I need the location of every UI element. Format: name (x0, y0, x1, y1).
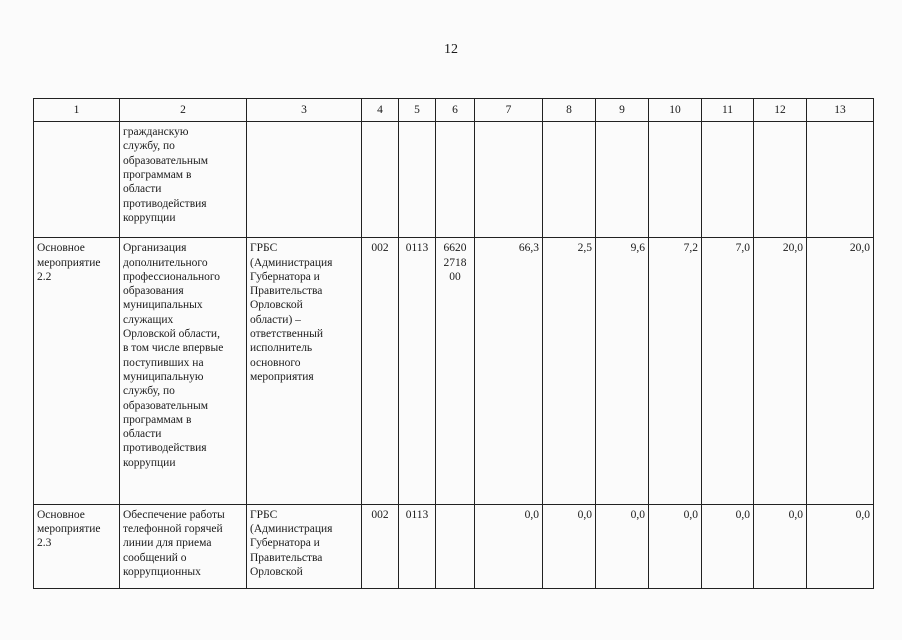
cell-text: Основное мероприятие 2.2 (37, 242, 101, 283)
cell-text: 66,3 (518, 242, 539, 255)
grbs-code-cell (362, 504, 399, 588)
value-cell (596, 504, 649, 588)
cell-text: Организация дополнительного профессионального образования муниципальных служащих Орловской области, в том числе впервые поступивших на муниципальную службу, по образовательным программам в области противодействия коррупции (123, 242, 224, 469)
target-code-cell (436, 504, 475, 588)
description-cell (120, 504, 247, 588)
grbs-code-cell (362, 238, 399, 505)
cell-text: Обеспечение работы телефонной горячей линии для приема сообщений о коррупционных (123, 508, 225, 578)
value-cell (543, 238, 596, 505)
header-cell: 7 (475, 99, 543, 122)
value-cell (475, 238, 543, 505)
header-cell: 2 (120, 99, 247, 122)
cell-text: 6620 2718 00 (443, 242, 467, 283)
cell-text: Основное мероприятие 2.3 (37, 508, 101, 550)
table-row (34, 122, 874, 238)
value-cell (754, 504, 807, 588)
value-cell (649, 238, 702, 505)
header-cell: 9 (596, 99, 649, 122)
header-cell: 10 (649, 99, 702, 122)
value-cell (596, 238, 649, 505)
section-code-cell (399, 122, 436, 238)
cell-text: 2,5 (577, 242, 592, 255)
cell-text: ГРБС (Администрация Губернатора и Правительства Орловской области) – ответственный исполнитель основного мероприятия (250, 242, 333, 383)
cell-text: 0,0 (524, 508, 539, 521)
row-title-cell (34, 122, 120, 238)
description-cell (120, 122, 247, 238)
header-cell: 6 (436, 99, 475, 122)
value-cell (649, 504, 702, 588)
cell-text: 0113 (405, 242, 429, 255)
value-cell (475, 504, 543, 588)
cell-text: 0,0 (630, 508, 645, 521)
value-cell (702, 504, 754, 588)
header-cell: 3 (247, 99, 362, 122)
cell-text: 7,0 (735, 242, 750, 255)
header-cell: 4 (362, 99, 399, 122)
cell-text: гражданскую службу, по образовательным программам в области противодействия коррупции (123, 126, 209, 224)
row-title-cell (34, 504, 120, 588)
header-cell: 8 (543, 99, 596, 122)
table-header-row (34, 99, 874, 122)
page-number: 12 (444, 42, 458, 57)
value-cell (807, 504, 874, 588)
executor-cell (247, 122, 362, 238)
value-cell (702, 238, 754, 505)
section-code-cell (399, 504, 436, 588)
header-cell: 12 (754, 99, 807, 122)
header-cell: 1 (34, 99, 120, 122)
grbs-code-cell (362, 122, 399, 238)
header-cell: 11 (702, 99, 754, 122)
budget-table (33, 98, 874, 589)
table-row (34, 504, 874, 588)
cell-text: 0,0 (788, 508, 803, 521)
cell-text: 20,0 (849, 242, 870, 255)
value-cell (807, 238, 874, 505)
target-code-cell (436, 122, 475, 238)
cell-text: 0,0 (577, 508, 592, 521)
cell-text: 002 (371, 242, 389, 255)
cell-text: 002 (371, 508, 389, 521)
cell-text: 0,0 (735, 508, 750, 521)
value-cell (543, 122, 596, 238)
value-cell (702, 122, 754, 238)
header-cell: 13 (807, 99, 874, 122)
cell-text: ГРБС (Администрация Губернатора и Правительства Орловской (250, 508, 333, 578)
cell-text: 0,0 (855, 508, 870, 521)
cell-text: 20,0 (782, 242, 803, 255)
cell-text: 0,0 (683, 508, 698, 521)
row-title-cell (34, 238, 120, 505)
value-cell (649, 122, 702, 238)
section-code-cell (399, 238, 436, 505)
value-cell (543, 504, 596, 588)
header-cell: 5 (399, 99, 436, 122)
description-cell (120, 238, 247, 505)
executor-cell (247, 238, 362, 505)
executor-cell (247, 504, 362, 588)
cell-text: 0113 (405, 508, 429, 521)
value-cell (596, 122, 649, 238)
value-cell (754, 122, 807, 238)
table-row (34, 238, 874, 505)
cell-text: 7,2 (683, 242, 698, 255)
value-cell (475, 122, 543, 238)
value-cell (754, 238, 807, 505)
cell-text: 9,6 (630, 242, 645, 255)
value-cell (807, 122, 874, 238)
target-code-cell (436, 238, 475, 505)
